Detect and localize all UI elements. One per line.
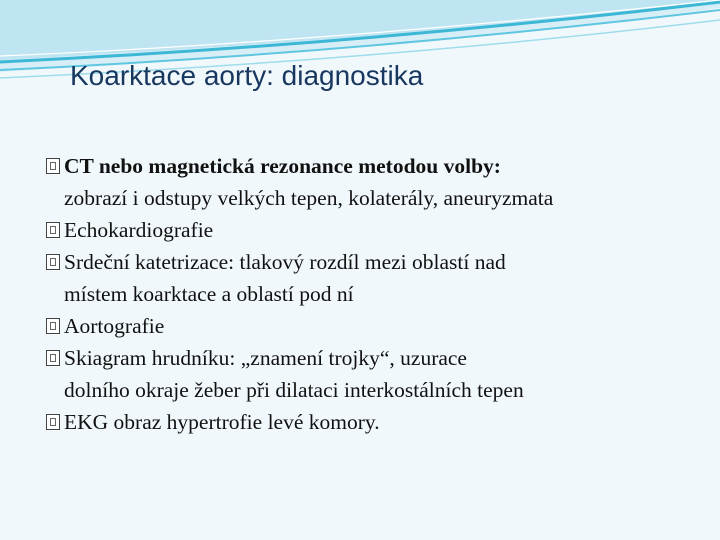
item-continuation: zobrazí i odstupy velkých tepen, kolaterály, aneuryzmata xyxy=(64,186,554,210)
square-bullet-icon xyxy=(46,254,60,270)
slide-title: Koarktace aorty: diagnostika xyxy=(70,60,424,91)
list-item xyxy=(46,246,696,310)
square-bullet-icon xyxy=(46,222,60,238)
list-item xyxy=(46,214,696,246)
list-item xyxy=(46,342,696,406)
square-bullet-icon xyxy=(46,318,60,334)
item-lead: Skiagram hrudníku: „znamení trojky“, uzurace xyxy=(64,346,467,370)
list-item xyxy=(46,310,696,342)
item-lead: Echokardiografie xyxy=(64,218,214,242)
list-item xyxy=(46,150,696,214)
square-bullet-icon xyxy=(46,158,60,174)
item-lead: Aortografie xyxy=(64,314,165,338)
square-bullet-icon xyxy=(46,350,60,366)
item-lead: CT nebo magnetická rezonance metodou volby: xyxy=(64,154,501,178)
item-continuation: místem koarktace a oblastí pod ní xyxy=(64,282,354,306)
item-lead: EKG obraz hypertrofie levé komory. xyxy=(64,410,380,434)
square-bullet-icon xyxy=(46,414,60,430)
item-lead: Srdeční katetrizace: tlakový rozdíl mezi oblastí nad xyxy=(64,250,506,274)
item-continuation: dolního okraje žeber při dilataci interkostálních tepen xyxy=(64,378,524,402)
list-item xyxy=(46,406,696,438)
bullet-list xyxy=(46,150,696,438)
